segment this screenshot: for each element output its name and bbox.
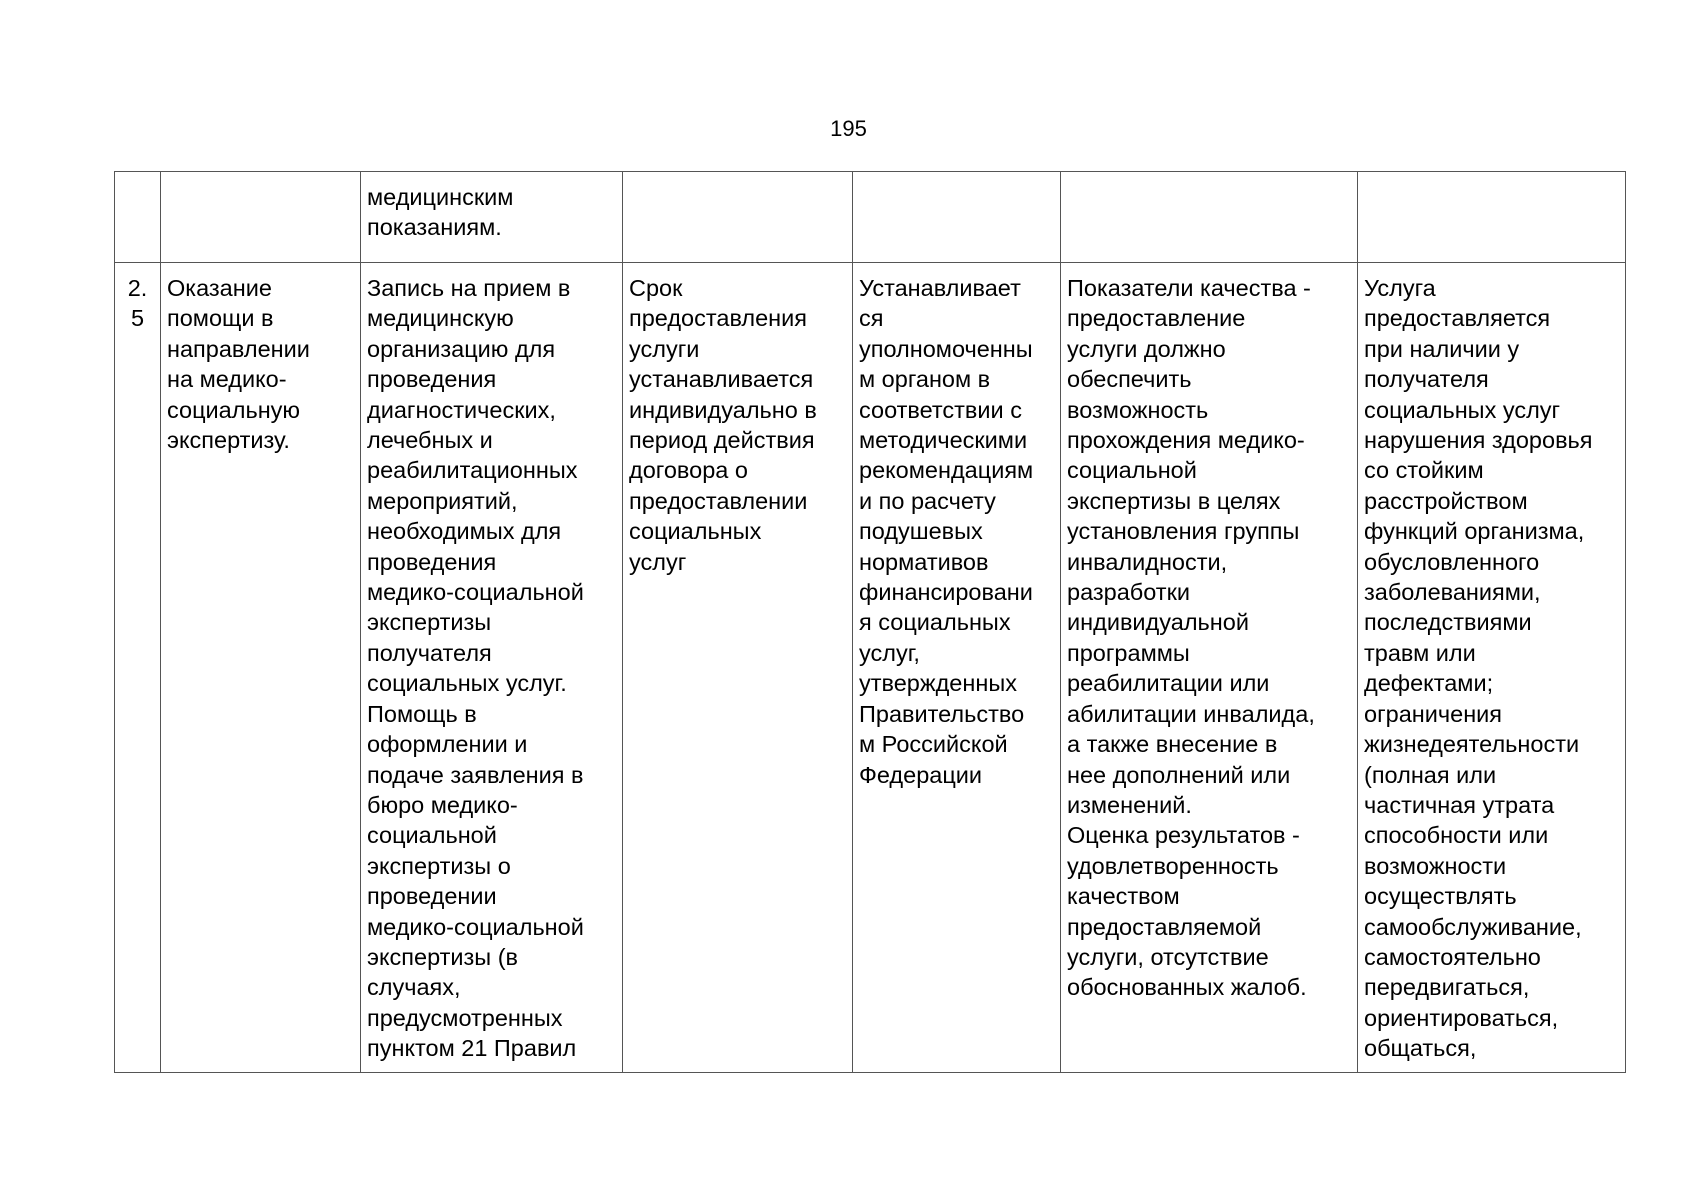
services-table bbox=[114, 171, 1626, 1073]
cell-service-term: Срок предоставления услуги устанавливается индивидуально в период действия договора о предоставлении социальных услуг bbox=[623, 263, 853, 1073]
cell-quality-indicators: Показатели качества - предоставление услуги должно обеспечить возможность прохождения медико- социальной экспертизы в целях установления группы инвалидности, разработки индивидуальной программы реабилитации или абилитации инвалида, а также внесение в нее дополнений или изменений. Оценка результатов - удовлетворенность качеством предоставляемой услуги, отсутствие обоснованных жалоб. bbox=[1061, 263, 1358, 1073]
table-row bbox=[115, 172, 1626, 263]
cell-service-description: медицинским показаниям. bbox=[361, 172, 623, 263]
cell-number: 2. 5 bbox=[115, 263, 161, 1073]
cell-service-name: Оказание помощи в направлении на медико- социальную экспертизу. bbox=[161, 263, 361, 1073]
table-row bbox=[115, 263, 1626, 1073]
cell-quality-indicators bbox=[1061, 172, 1358, 263]
cell-service-cost: Устанавливает ся уполномоченны м органом в соответствии с методическими рекомендациям и по расчету подушевых нормативов финансировани я социальных услуг, утвержденных Правительство м Российской Федерации bbox=[853, 263, 1061, 1073]
cell-number bbox=[115, 172, 161, 263]
cell-service-term bbox=[623, 172, 853, 263]
cell-service-cost bbox=[853, 172, 1061, 263]
cell-provision-conditions bbox=[1358, 172, 1626, 263]
cell-service-name bbox=[161, 172, 361, 263]
cell-provision-conditions: Услуга предоставляется при наличии у получателя социальных услуг нарушения здоровья со стойким расстройством функций организма, обусловленного заболеваниями, последствиями травм или дефектами; ограничения жизнедеятельности (полная или частичная утрата способности или возможности осуществлять самообслуживание, самостоятельно передвигаться, ориентироваться, общаться, bbox=[1358, 263, 1626, 1073]
page-number: 195 bbox=[830, 116, 867, 141]
cell-service-description: Запись на прием в медицинскую организацию для проведения диагностических, лечебных и реабилитационных мероприятий, необходимых для проведения медико-социальной экспертизы получателя социальных услуг. Помощь в оформлении и подаче заявления в бюро медико- социальной экспертизы о проведении медико-социальной экспертизы (в случаях, предусмотренных пунктом 21 Правил bbox=[361, 263, 623, 1073]
